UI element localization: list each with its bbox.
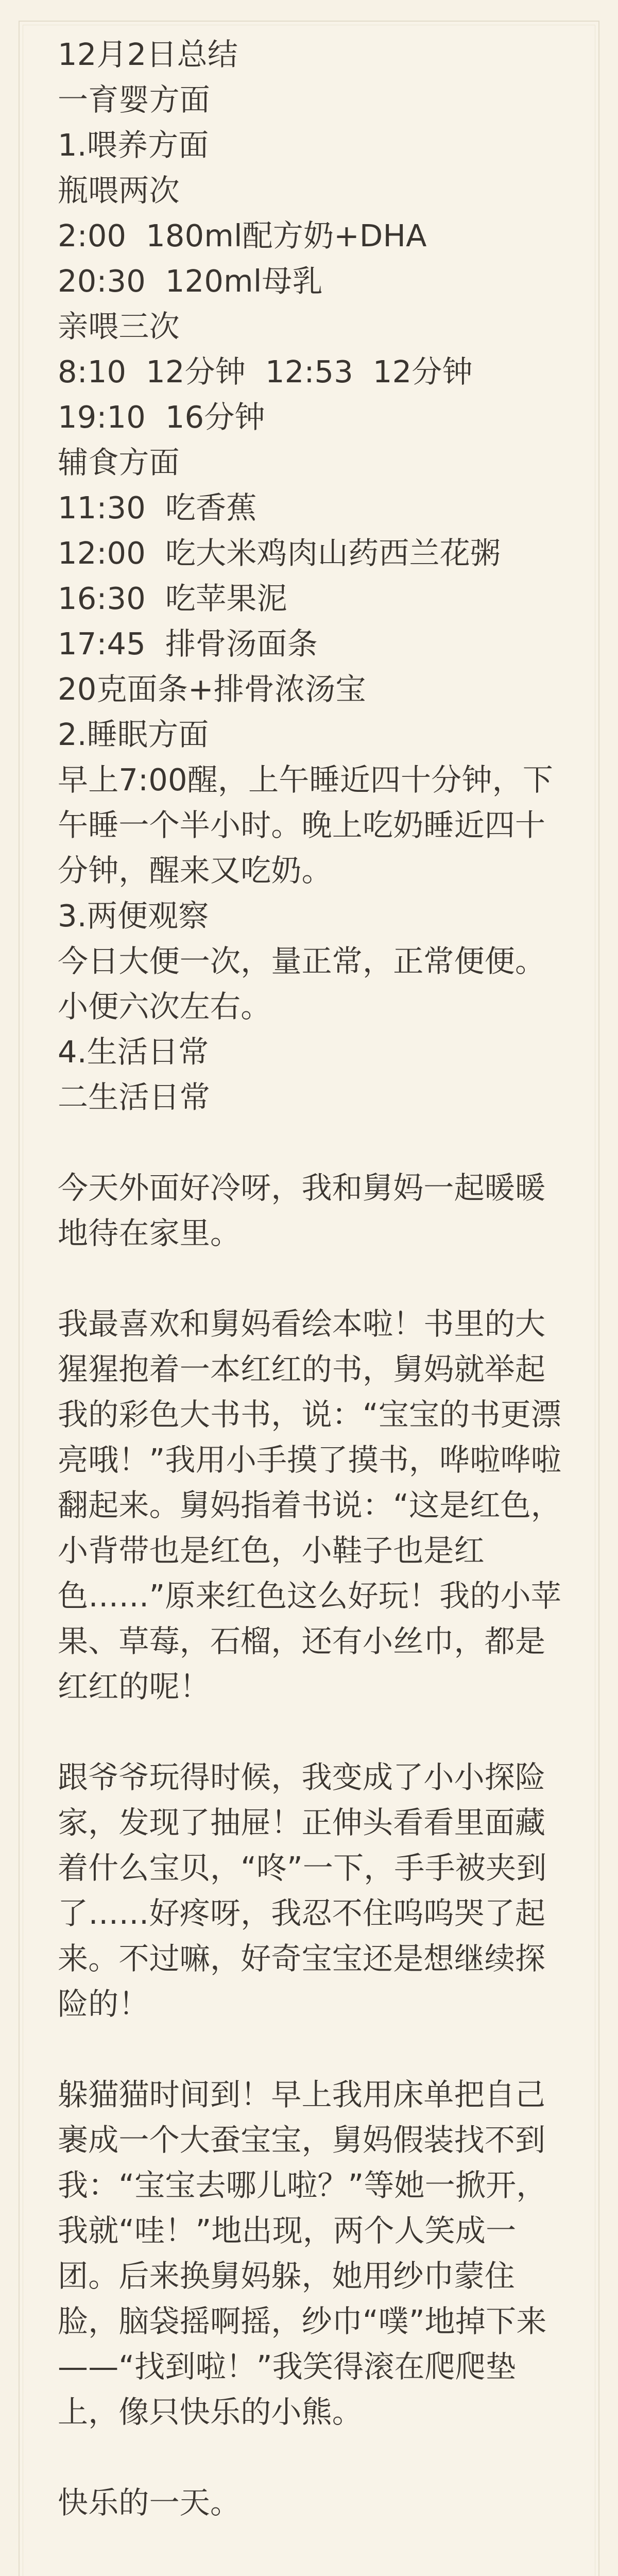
section-heading-daily-life: 二生活日常 — [58, 1079, 211, 1115]
paragraph-spacer — [58, 1256, 562, 1301]
bottle-feeding-label: 瓶喂两次 — [58, 173, 180, 208]
solid-food-entry: 16:30 吃苹果泥 — [58, 581, 287, 616]
subsection-feeding: 1.喂养方面 — [58, 127, 209, 163]
breastfeeding-entry: 19:10 16分钟 — [58, 399, 265, 435]
paragraph-spacer — [58, 2027, 562, 2072]
section-heading-parenting: 一育婴方面 — [58, 82, 211, 117]
paragraph-spacer — [58, 2435, 562, 2480]
bottle-feeding-entry: 20:30 120ml母乳 — [58, 263, 323, 299]
solid-food-entry: 12:00 吃大米鸡肉山药西兰花粥 — [58, 535, 501, 571]
paragraph-spacer — [58, 1120, 562, 1165]
subsection-daily-life: 4.生活日常 — [58, 1034, 209, 1070]
subsection-elimination: 3.两便观察 — [58, 898, 209, 934]
elimination-detail: 今日大便一次，量正常，正常便便。小便六次左右。 — [58, 943, 546, 1024]
solid-food-entry: 17:45 排骨汤面条 — [58, 626, 318, 662]
solid-food-detail: 20克面条+排骨浓汤宝 — [58, 671, 366, 707]
solid-food-entry: 11:30 吃香蕉 — [58, 490, 257, 526]
subsection-sleep: 2.睡眠方面 — [58, 717, 209, 752]
solid-food-label: 辅食方面 — [58, 445, 180, 480]
story-paragraph: 躲猫猫时间到！早上我用床单把自己裹成一个大蚕宝宝，舅妈假装找不到我：“宝宝去哪儿啦？”等她一掀开，我就“哇！”地出现，两个人笑成一团。后来换舅妈躲，她用纱巾蒙住脸，脑袋摇啊摇，纱巾“噗”地掉下来——“找到啦！”我笑得滚在爬爬垫上，像只快乐的小熊。 — [58, 2077, 547, 2430]
bottle-feeding-entry: 2:00 180ml配方奶+DHA — [58, 218, 427, 253]
closing-line: 快乐的一天。 — [58, 2485, 241, 2520]
paragraph-spacer — [58, 1709, 562, 1755]
sleep-detail: 早上7:00醒，上午睡近四十分钟，下午睡一个半小时。晚上吃奶睡近四十分钟，醒来又吃奶。 — [58, 762, 554, 888]
story-paragraph: 我最喜欢和舅妈看绘本啦！书里的大猩猩抱着一本红红的书，舅妈就举起我的彩色大书书，说：“宝宝的书更漂亮哦！”我用小手摸了摸书，哗啦哗啦翻起来。舅妈指着书说：“这是红色，小背带也是红色，小鞋子也是红色……”原来红色这么好玩！我的小苹果、草莓，石榴，还有小丝巾，都是红红的呢！ — [58, 1306, 561, 1704]
story-paragraph: 跟爷爷玩得时候，我变成了小小探险家，发现了抽屉！正伸头看看里面藏着什么宝贝，“咚”一下，手手被夹到了……好疼呀，我忍不住呜呜哭了起来。不过嘛，好奇宝宝还是想继续探险的！ — [58, 1759, 547, 2022]
note-body — [58, 32, 562, 2526]
breastfeeding-entry: 8:10 12分钟 12:53 12分钟 — [58, 354, 473, 389]
breastfeeding-label: 亲喂三次 — [58, 309, 180, 344]
note-title: 12月2日总结 — [58, 37, 238, 72]
story-paragraph: 今天外面好冷呀，我和舅妈一起暖暖地待在家里。 — [58, 1170, 546, 1251]
